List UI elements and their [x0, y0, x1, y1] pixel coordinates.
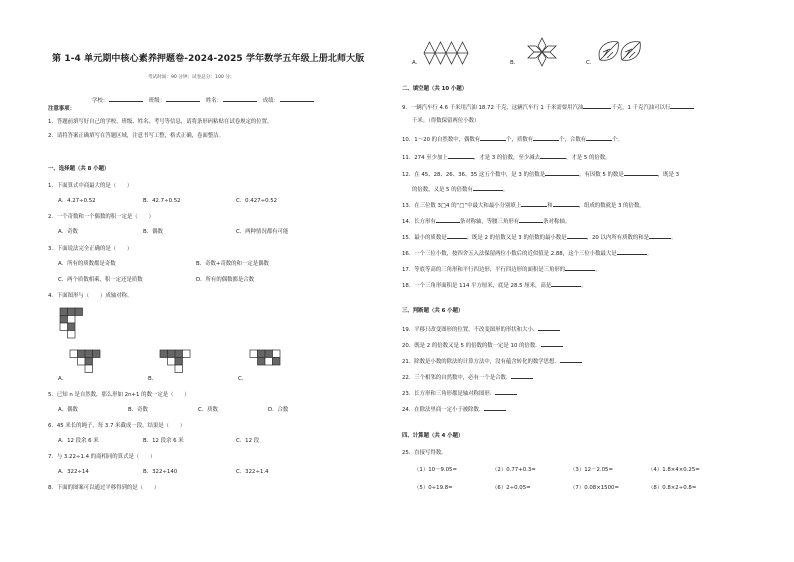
- q20: 20．既是 2 的倍数又是 5 的倍数的数一定是 10 的倍数．: [402, 341, 563, 350]
- q6-option-a[interactable]: A．12 段余 6 米: [58, 438, 99, 444]
- q1-option-c[interactable]: C．0.427÷0.52: [236, 198, 278, 204]
- q18-blank-1[interactable]: [551, 281, 581, 287]
- q6-option-b[interactable]: B．12 段余 6 米: [143, 438, 184, 444]
- q4-stem: 4．下面图形与（ ）成轴对称。: [48, 293, 133, 299]
- q2-stem: 2．一个奇数和一个偶数的积一定是（ ）: [48, 214, 154, 220]
- q3-option-d[interactable]: D．所有的偶数都是合数: [196, 277, 255, 283]
- exam-info: 考试时间：90 分钟；试卷总分：100 分；: [148, 75, 235, 80]
- notes-item-2: 2．请将答案正确填写在答题区域，注意书写工整，格式正确，卷面整洁。: [48, 133, 224, 139]
- calc-item-4[interactable]: （4）1.8×4×0.25=: [648, 467, 700, 473]
- notes-item-1: 1．答题前填写好自己的学校、班级、姓名、考号等信息，请将条形码粘贴在试卷规定的位置。: [48, 119, 273, 125]
- q10-blank-1[interactable]: [480, 135, 506, 141]
- q19-blank[interactable]: [538, 325, 560, 331]
- q8-figure-a[interactable]: [424, 42, 468, 64]
- q5-stem: 5．已知 n 是自然数，那么形如 2n+1 的数一定是（ ）: [48, 392, 190, 398]
- q6-option-c[interactable]: C．12 段: [236, 438, 260, 444]
- q9-blank-1[interactable]: [583, 103, 611, 109]
- q4-given-figure: [60, 308, 84, 338]
- calc-item-2[interactable]: （2）0.77+0.3=: [492, 467, 536, 473]
- q5-option-b[interactable]: B．奇数: [128, 407, 148, 413]
- q4-option-a[interactable]: A．: [58, 376, 68, 382]
- q8-figure-c[interactable]: [598, 40, 644, 64]
- q2-option-b[interactable]: B．偶数: [143, 229, 163, 235]
- score-label: 成绩：: [262, 98, 279, 104]
- q8-figure-b[interactable]: [528, 38, 556, 66]
- q13-blank-2[interactable]: [553, 201, 579, 207]
- notes-heading: 注意事项：: [48, 106, 75, 112]
- calc-heading: 四、计算题（共 4 小题）: [402, 433, 464, 439]
- q21-blank[interactable]: [560, 357, 582, 363]
- info-fields-row: [92, 96, 318, 105]
- q13: 13．在三位数 3□4 的“□”中最大和最小分别填上 和 ，组成的数就是 3 的倍数。: [402, 203, 645, 209]
- q9-blank-2[interactable]: [670, 103, 694, 109]
- fill-heading: 二、填空题（共 10 小题）: [402, 86, 468, 92]
- q10: 10．1～20 的自然数中，偶数有 个，质数有 个，合数有 个。: [402, 137, 623, 143]
- q5-option-a[interactable]: A．偶数: [58, 407, 78, 413]
- q1-option-a[interactable]: A．4.27÷0.52: [58, 198, 96, 204]
- school-field[interactable]: [109, 96, 143, 102]
- class-field[interactable]: [166, 96, 200, 102]
- q8-option-a[interactable]: A．: [412, 60, 422, 66]
- calc-item-6[interactable]: （6）2÷0.05=: [492, 485, 531, 491]
- q7-option-a[interactable]: A．322÷14: [58, 469, 89, 475]
- q7-option-b[interactable]: B．322÷140: [143, 469, 178, 475]
- q3-option-c[interactable]: C．两个质数相乘，积一定还是质数: [58, 277, 143, 283]
- q21: 21．除数是小数的除法的计算方法中，没有蕴含转化的数学思想．: [402, 357, 582, 366]
- q3-option-a[interactable]: A．所有的质数都是奇数: [58, 261, 116, 267]
- q15-blank-3[interactable]: [649, 233, 671, 239]
- q1-option-b[interactable]: B．42.7÷0.52: [143, 198, 181, 204]
- calc-item-7[interactable]: （7）0.08×1500=: [570, 485, 619, 491]
- q3-stem: 3．下面说法完全正确的是（ ）: [48, 246, 133, 252]
- q14-blank-2[interactable]: [519, 217, 543, 223]
- q4-option-c[interactable]: C．: [238, 376, 248, 382]
- q22-blank[interactable]: [511, 373, 533, 379]
- q8-stem: 8．下面的图案可以通过平移得到的是（ ）: [48, 485, 160, 491]
- q3-option-b[interactable]: B．奇数+奇数的和一定是偶数: [196, 261, 269, 267]
- class-label: 班级：: [148, 98, 166, 104]
- q12-blank-3[interactable]: [473, 185, 503, 191]
- q16: 16．一个三位小数，按四舍五入法保留两位小数后的近似值是 2.88，这个三位小数最大是 。: [402, 251, 653, 257]
- q24-blank[interactable]: [484, 405, 506, 411]
- q16-blank-1[interactable]: [617, 249, 647, 255]
- q14-blank-1[interactable]: [436, 217, 460, 223]
- q12-line-2: 的倍数，又是 5 的倍数有 。: [412, 187, 509, 193]
- q9-line-1: 9．一辆汽车行 4.6 千米用汽油 18.72 千克，这辆汽车行 1 千米需要用汽油 千克，1 千克汽油可以行: [402, 103, 694, 112]
- q14: 14．长方形有 条对称轴，等腰三角形有 条对称轴。: [402, 219, 571, 225]
- q6-stem: 6．45 米长的绳子，每 3.7 米截成一段，结果是（ ）: [48, 423, 186, 429]
- q5-option-d[interactable]: D．合数: [268, 407, 289, 413]
- calc-item-1[interactable]: （1）10－9.05=: [414, 467, 457, 473]
- q17: 17．等底等高的三角形和平行四边形，平行四边形的面积是三角形的 。: [402, 267, 601, 273]
- q1-stem: 1．下面算式中商最大的是（ ）: [48, 183, 133, 189]
- q2-option-a[interactable]: A．奇数: [58, 229, 78, 235]
- calc-item-8[interactable]: （8）0.8×2÷0.8=: [648, 485, 697, 491]
- q23-blank[interactable]: [495, 389, 517, 395]
- name-field[interactable]: [223, 96, 257, 102]
- score-field[interactable]: [280, 96, 314, 102]
- q8-option-b[interactable]: B．: [510, 60, 520, 66]
- q2-option-c[interactable]: C．两种情况都有可能: [236, 229, 289, 235]
- q23: 23．长方形和三角形都是轴对称图形．: [402, 389, 517, 398]
- q11-blank-2[interactable]: [540, 153, 566, 159]
- q4-option-b[interactable]: B．: [148, 376, 158, 382]
- q10-blank-3[interactable]: [586, 135, 612, 141]
- q4-figure-b[interactable]: [160, 350, 190, 380]
- q25-stem: 25．直接写得数。: [402, 450, 447, 456]
- q5-option-c[interactable]: C．质数: [198, 407, 218, 413]
- q11: 11．274 至少加上 ，才是 3 的倍数，至少减去 ，才是 5 的倍数。: [402, 155, 611, 161]
- name-label: 姓名：: [205, 98, 222, 104]
- q12-line-1: 12．在 45、28、26、36、35 这五个数中，是 3 的倍数是 ，有因数 5 的数是 ，既是 3: [402, 172, 680, 178]
- q15-blank-1[interactable]: [447, 233, 467, 239]
- calc-item-3[interactable]: （3）12－2.05=: [570, 467, 613, 473]
- q12-blank-1[interactable]: [545, 170, 579, 176]
- school-label: 学校：: [92, 98, 109, 104]
- q15: 15．最小的质数是 ；既是 2 的倍数又是 3 的倍数的最小数是 ，20 以内所有质数的和是 。: [402, 235, 677, 241]
- q9-line-2: 千米。（得数保留两位小数）: [412, 118, 480, 124]
- calc-item-5[interactable]: （5）0÷19.8=: [414, 485, 453, 491]
- q24: 24．在除法里商一定小于被除数．: [402, 405, 506, 414]
- q18: 18．一个三角形面积是 114 平方厘米，底是 28.5 厘米，高是 。: [402, 283, 587, 289]
- q4-figure-c[interactable]: [250, 350, 280, 380]
- q19: 19．平移只改变图形的位置，不改变图形的形状和大小．: [402, 325, 560, 334]
- judge-heading: 三、判断题（共 6 小题）: [402, 308, 464, 314]
- q7-stem: 7．与 3.22÷1.4 的商相同的算式是（ ）: [48, 454, 156, 460]
- q12-blank-2[interactable]: [624, 170, 658, 176]
- q7-option-c[interactable]: C．322÷1.4: [236, 469, 269, 475]
- page-title: 第 1-4 单元期中核心素养押题卷-2024-2025 学年数学五年级上册北师大版: [52, 54, 365, 64]
- q22: 22．三个相邻的自然数中，必有一个是合数．: [402, 373, 533, 382]
- q15-blank-2[interactable]: [567, 233, 587, 239]
- q17-blank-1[interactable]: [565, 265, 595, 271]
- q10-blank-2[interactable]: [533, 135, 559, 141]
- q4-figure-a[interactable]: [70, 350, 100, 380]
- choice-heading: 一、选择题（共 8 小题）: [48, 166, 110, 172]
- q11-blank-1[interactable]: [448, 153, 474, 159]
- q20-blank[interactable]: [541, 341, 563, 347]
- q8-option-c[interactable]: C．: [586, 60, 596, 66]
- q13-blank-1[interactable]: [521, 201, 547, 207]
